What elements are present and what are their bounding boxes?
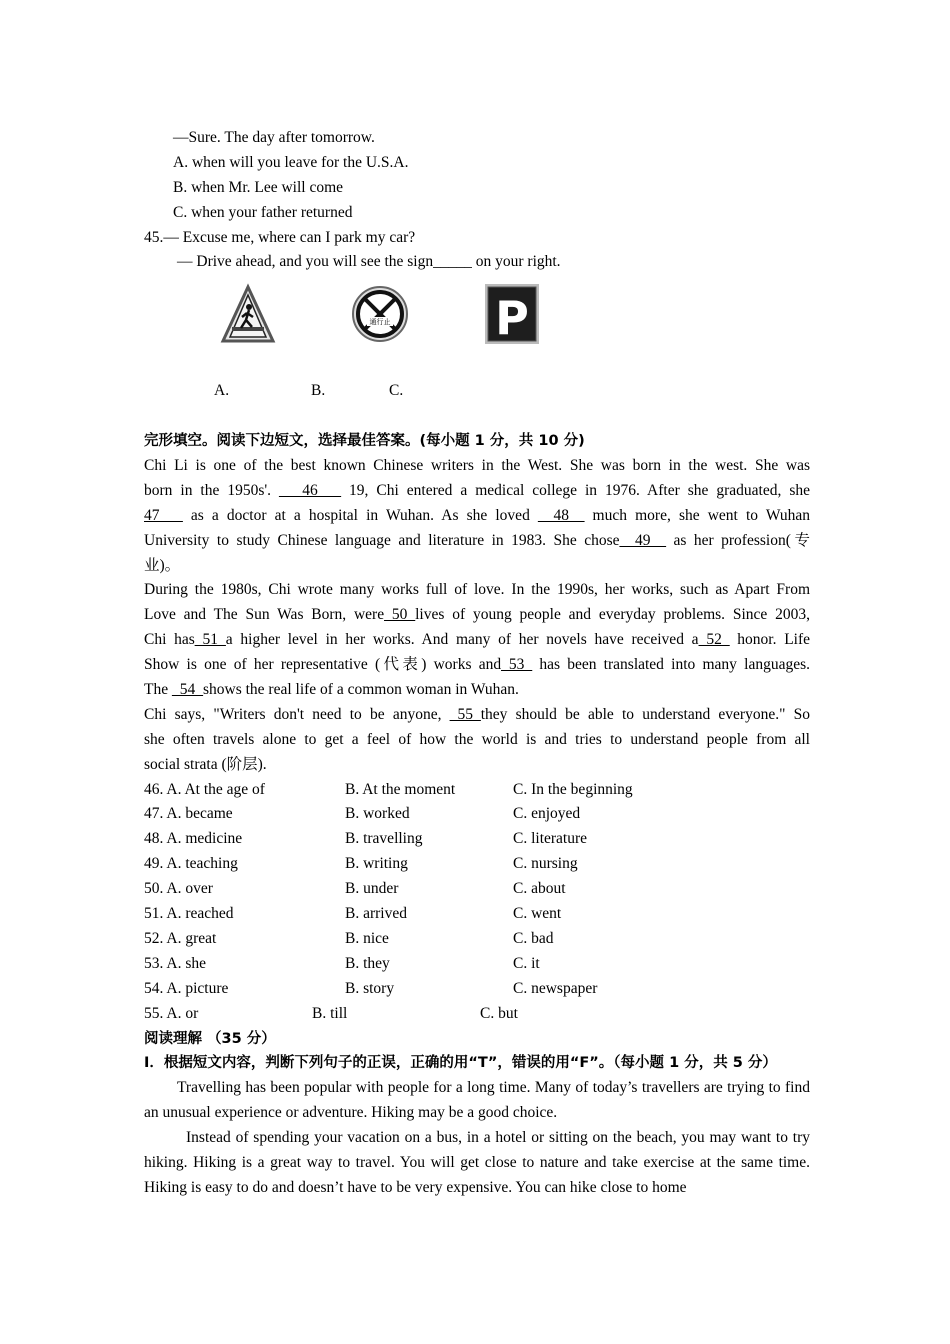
exam-page — [144, 126, 810, 1201]
text: as her profession(专 — [666, 531, 810, 549]
text: has been translated into many languages. — [532, 656, 811, 674]
choice-b: B. At the moment — [345, 780, 456, 798]
choice-b: B. till — [312, 1004, 348, 1022]
choice-c: C. about — [513, 880, 566, 898]
text: Show is one of her representative (代表) works and — [144, 656, 502, 674]
choice-b: B. they — [345, 954, 390, 972]
choice-a: 55. A. or — [144, 1004, 199, 1022]
blank-47: 47___ — [144, 506, 183, 524]
reading-sub-heading: I．根据短文内容，判断下列句子的正误，正确的用“T”，错误的用“F”。（每小题 1 分，共 5 分） — [144, 1055, 777, 1072]
text-line: 业)。 — [144, 556, 181, 574]
q45-options — [144, 379, 810, 404]
text-line — [144, 703, 810, 728]
choice-c: C. bad — [513, 929, 554, 947]
no-entry-sign-text: 通行止 — [369, 318, 391, 327]
choice-b: B. arrived — [345, 905, 407, 923]
blank-51: _51_ — [194, 631, 226, 649]
choice-a: 52. A. great — [144, 929, 217, 947]
choice-a: 50. A. over — [144, 880, 213, 898]
text: Chi says, "Writers don't need to be anyone, — [144, 705, 450, 723]
blank-48: __48__ — [537, 506, 585, 524]
choice-a: 53. A. she — [144, 954, 206, 972]
text: University to study Chinese language and literature in 1983. She chose — [144, 531, 620, 549]
q45-option-a: A. — [214, 382, 230, 400]
parking-sign-icon — [484, 283, 540, 347]
choice-row — [144, 852, 810, 877]
text-line — [144, 603, 810, 628]
cloze-choices — [144, 778, 810, 1027]
q45-option-c: C. — [389, 382, 404, 400]
choice-c: C. nursing — [513, 855, 578, 873]
choice-row — [144, 1002, 810, 1027]
reading-paragraph-1: Travelling has been popular with people for a long time. Many of today’s travellers are trying to find an unusual experience or adventure. Hiking may be a good choice. — [144, 1079, 810, 1122]
text: The — [144, 681, 172, 699]
text: shows the real life of a common woman in Wuhan. — [202, 681, 519, 699]
choice-row — [144, 952, 810, 977]
reading-heading: 阅读理解 （35 分） — [144, 1030, 276, 1047]
q44-option-a: A. when will you leave for the U.S.A. — [173, 153, 409, 171]
text: 19, Chi entered a medical college in 1976. After she graduated, she — [341, 481, 810, 499]
q45-answer-line — [144, 250, 810, 275]
choice-row — [144, 778, 810, 803]
choice-b: B. story — [345, 979, 395, 997]
blank-46: ___46___ — [279, 481, 342, 499]
choice-c: C. enjoyed — [513, 805, 581, 823]
blank-50: _50_ — [384, 606, 416, 624]
text-line: she often travels alone to get a feel of how the world is and tries to understand people from all — [144, 730, 810, 748]
choice-row — [144, 827, 810, 852]
text-line — [144, 653, 810, 678]
text-line: During the 1980s, Chi wrote many works full of love. In the 1990s, her works, such as Apart From — [144, 581, 810, 599]
blank-55: _55_ — [449, 705, 481, 723]
text-line — [144, 504, 810, 529]
choice-b: B. travelling — [345, 830, 423, 848]
q45-blank: _____ — [433, 253, 472, 271]
choice-a: 54. A. picture — [144, 979, 229, 997]
choice-a: 48. A. medicine — [144, 830, 243, 848]
text: a higher level in her works. And many of her novels have received a — [225, 631, 699, 649]
q44-answer-line: —Sure. The day after tomorrow. — [173, 129, 375, 146]
choice-c: C. it — [513, 954, 540, 972]
q45-answer-prefix: — Drive ahead, and you will see the sign — [177, 253, 434, 271]
cloze-paragraph-1 — [144, 454, 810, 578]
choice-a: 47. A. became — [144, 805, 233, 823]
blank-49: __49__ — [619, 531, 667, 549]
cloze-paragraph-2 — [144, 578, 810, 702]
choice-b: B. nice — [345, 929, 389, 947]
blank-54: _54_ — [171, 681, 203, 699]
choice-b: B. under — [345, 880, 399, 898]
text: honor. Life — [729, 631, 811, 649]
q45-answer-suffix: on your right. — [471, 253, 561, 271]
choice-c: C. newspaper — [513, 979, 598, 997]
q45-question: 45.— Excuse me, where can I park my car? — [144, 228, 416, 246]
choice-row — [144, 877, 810, 902]
text-line — [144, 479, 810, 504]
choice-c: C. went — [513, 905, 562, 923]
choice-a: 49. A. teaching — [144, 855, 238, 873]
text-line: Chi Li is one of the best known Chinese writers in the West. She was born in the west. She was — [144, 457, 810, 475]
choice-b: B. writing — [345, 855, 408, 873]
choice-c: C. but — [480, 1004, 518, 1022]
text: lives of young people and everyday problems. Since 2003, — [415, 606, 810, 624]
choice-row — [144, 927, 810, 952]
choice-b: B. worked — [345, 805, 410, 823]
blank-52: _52_ — [698, 631, 730, 649]
no-entry-sign-icon — [350, 283, 410, 347]
text: much more, she went to Wuhan — [584, 506, 810, 524]
reading-paragraph-2: Instead of spending your vacation on a bus, in a hotel or sitting on the beach, you may want to try hiking. Hiking is a great way to travel. You will get close to nature and take exercise at the same time. Hiking is easy to do and doesn’t have to be very expensive. You can hike close to home — [144, 1129, 810, 1196]
text-line — [144, 529, 810, 554]
choice-a: 51. A. reached — [144, 905, 234, 923]
q44-option-b: B. when Mr. Lee will come — [173, 178, 344, 196]
q45-signs — [144, 279, 810, 379]
pedestrian-crossing-sign-icon — [220, 283, 276, 347]
blank-53: _53_ — [501, 656, 533, 674]
text: Chi has — [144, 631, 195, 649]
text: they should be able to understand everyone." So — [480, 705, 810, 723]
q44-option-c: C. when your father returned — [173, 203, 353, 221]
parking-sign-letter: P — [495, 291, 529, 346]
text: born in the 1950s'. — [144, 481, 280, 499]
text: as a doctor at a hospital in Wuhan. As she loved — [182, 506, 538, 524]
cloze-paragraph-3 — [144, 703, 810, 778]
choice-row — [144, 902, 810, 927]
choice-a: 46. A. At the age of — [144, 780, 265, 798]
text: Love and The Sun Was Born, were — [144, 606, 385, 624]
text-line: social strata (阶层). — [144, 755, 267, 773]
text-line — [144, 628, 810, 653]
choice-row — [144, 977, 810, 1002]
q45-option-b: B. — [311, 382, 326, 400]
choice-c: C. In the beginning — [513, 780, 633, 798]
choice-c: C. literature — [513, 830, 588, 848]
text-line — [144, 678, 810, 703]
choice-row — [144, 802, 810, 827]
cloze-heading: 完形填空。阅读下边短文，选择最佳答案。(每小题 1 分，共 10 分) — [144, 433, 585, 450]
